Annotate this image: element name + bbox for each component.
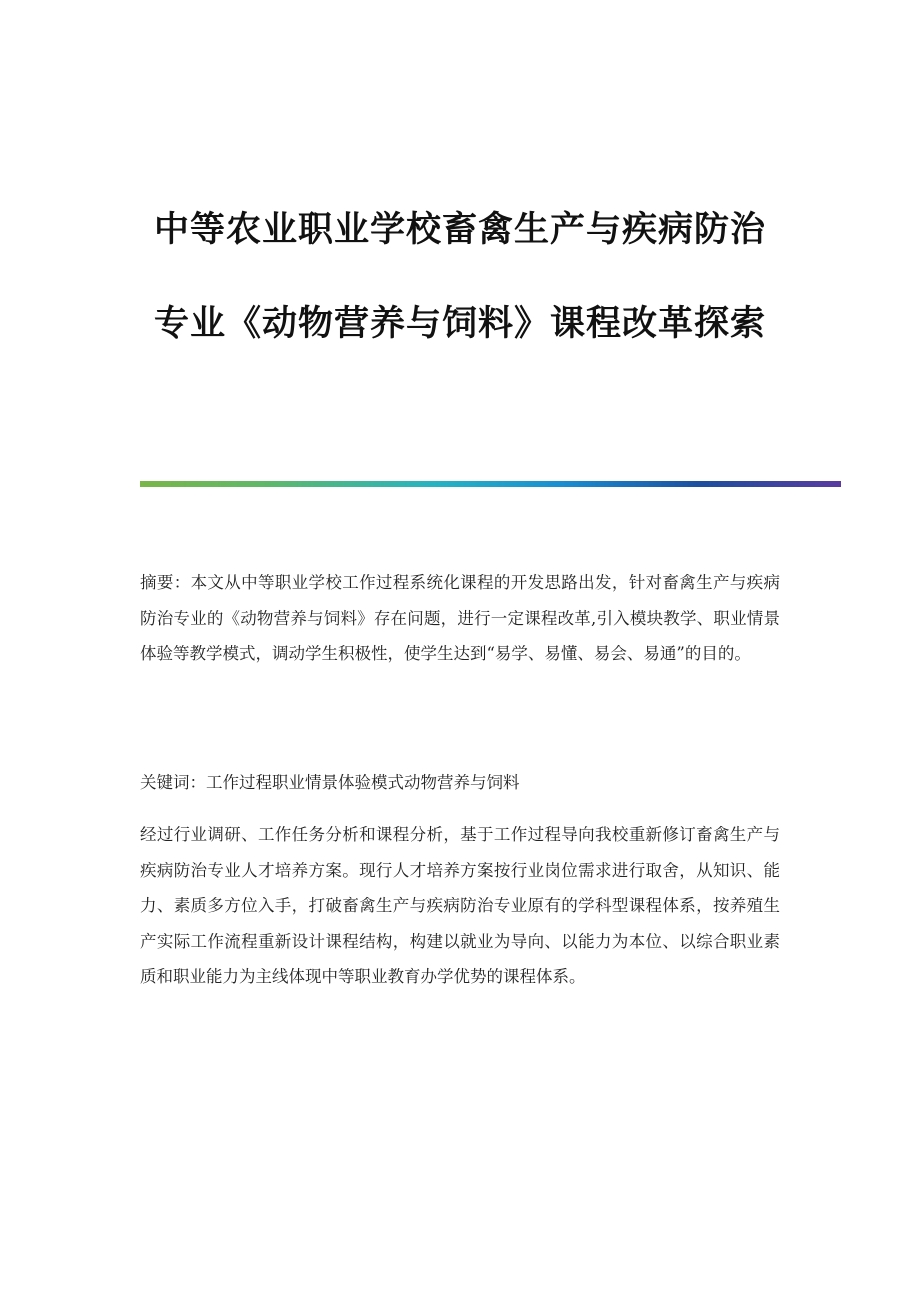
title-line-2: 专业《动物营养与饲料》课程改革探索 [153, 304, 766, 344]
keywords [140, 765, 780, 801]
title-line-1: 中等农业职业学校畜禽生产与疾病防治 [153, 210, 766, 250]
keywords-label: 关键词： [140, 773, 206, 792]
abstract-label: 摘要： [140, 573, 191, 592]
abstract-text: 本文从中等职业学校工作过程系统化课程的开发思路出发，针对畜禽生产与疾病防治专业的《动物营养与饲料》存在问题，进行一定课程改革,引入模块教学、职业情景体验等教学模式，调动学生积极性，使学生达到“易学、易懂、易会、易通”的目的。 [140, 573, 781, 663]
title-divider [140, 481, 841, 487]
keywords-text: 工作过程职业情景体验模式动物营养与饲料 [206, 773, 520, 792]
abstract [140, 565, 780, 672]
body-paragraph: 经过行业调研、工作任务分析和课程分析，基于工作过程导向我校重新修订畜禽生产与疾病防治专业人才培养方案。现行人才培养方案按行业岗位需求进行取舍，从知识、能力、素质多方位入手，打破畜禽生产与疾病防治专业原有的学科型课程体系，按养殖生产实际工作流程重新设计课程结构，构建以就业为导向、以能力为本位、以综合职业素质和职业能力为主线体现中等职业教育办学优势的课程体系。 [140, 825, 780, 986]
document-title [0, 210, 920, 344]
